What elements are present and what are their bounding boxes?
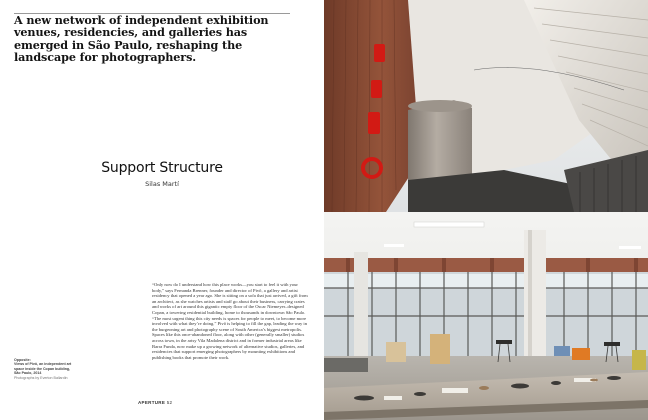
photo-caption (14, 358, 72, 380)
caption-text: Views of Pivô, an independent art space inside the Copan building, São Paulo, 2014 (14, 362, 72, 376)
folio-magazine-name: APERTURE (138, 400, 166, 405)
article-deck: A new network of independent exhibition venues, residencies, and galleries has emerged in São Paulo, reshaping the landscape for photographers. (14, 13, 269, 65)
folio-page-number: 52 (166, 400, 173, 405)
bottom-photo (324, 212, 648, 420)
article-body: “Only now do I understand how this place works—you start to feel it with your body,” says Fernanda Brenner, founder and director of Pivô, a gallery and artist residency that opened a year ago. She is sitting on a sofa that just arrived, a gift from an architect, as she watches artists and staff go about their business, carrying crates and works of art around this gigantic empty floor of the Oscar Niemeyer–designed Copan, a towering residential building, home to thousands in downtown São Paulo. “The most urgent thing this city needs is spaces for people to meet, to become more involved with what they’re doing.” Pivô is helping to fill the gap, leading the way in the burgeoning art and photography scene of South America’s biggest metropolis. Spaces like this once-abandoned floor, along with other (generally smaller) studios across town, in the artsy Vila Madalena district and in former industrial areas like Barra Funda, now make up a growing network of alternative studios, galleries, and residencies that support emerging photographers by mounting exhibitions and publishing books that promote their work. (152, 282, 308, 360)
caption-label: Opposite: (14, 358, 31, 362)
article-title: Support Structure (101, 160, 223, 176)
caption-credit: Photographs by Everton Ballardin (14, 375, 68, 380)
page-folio (138, 400, 172, 405)
author-byline: Silas Martí (145, 180, 179, 188)
right-page (324, 0, 648, 420)
top-photo (324, 0, 648, 212)
